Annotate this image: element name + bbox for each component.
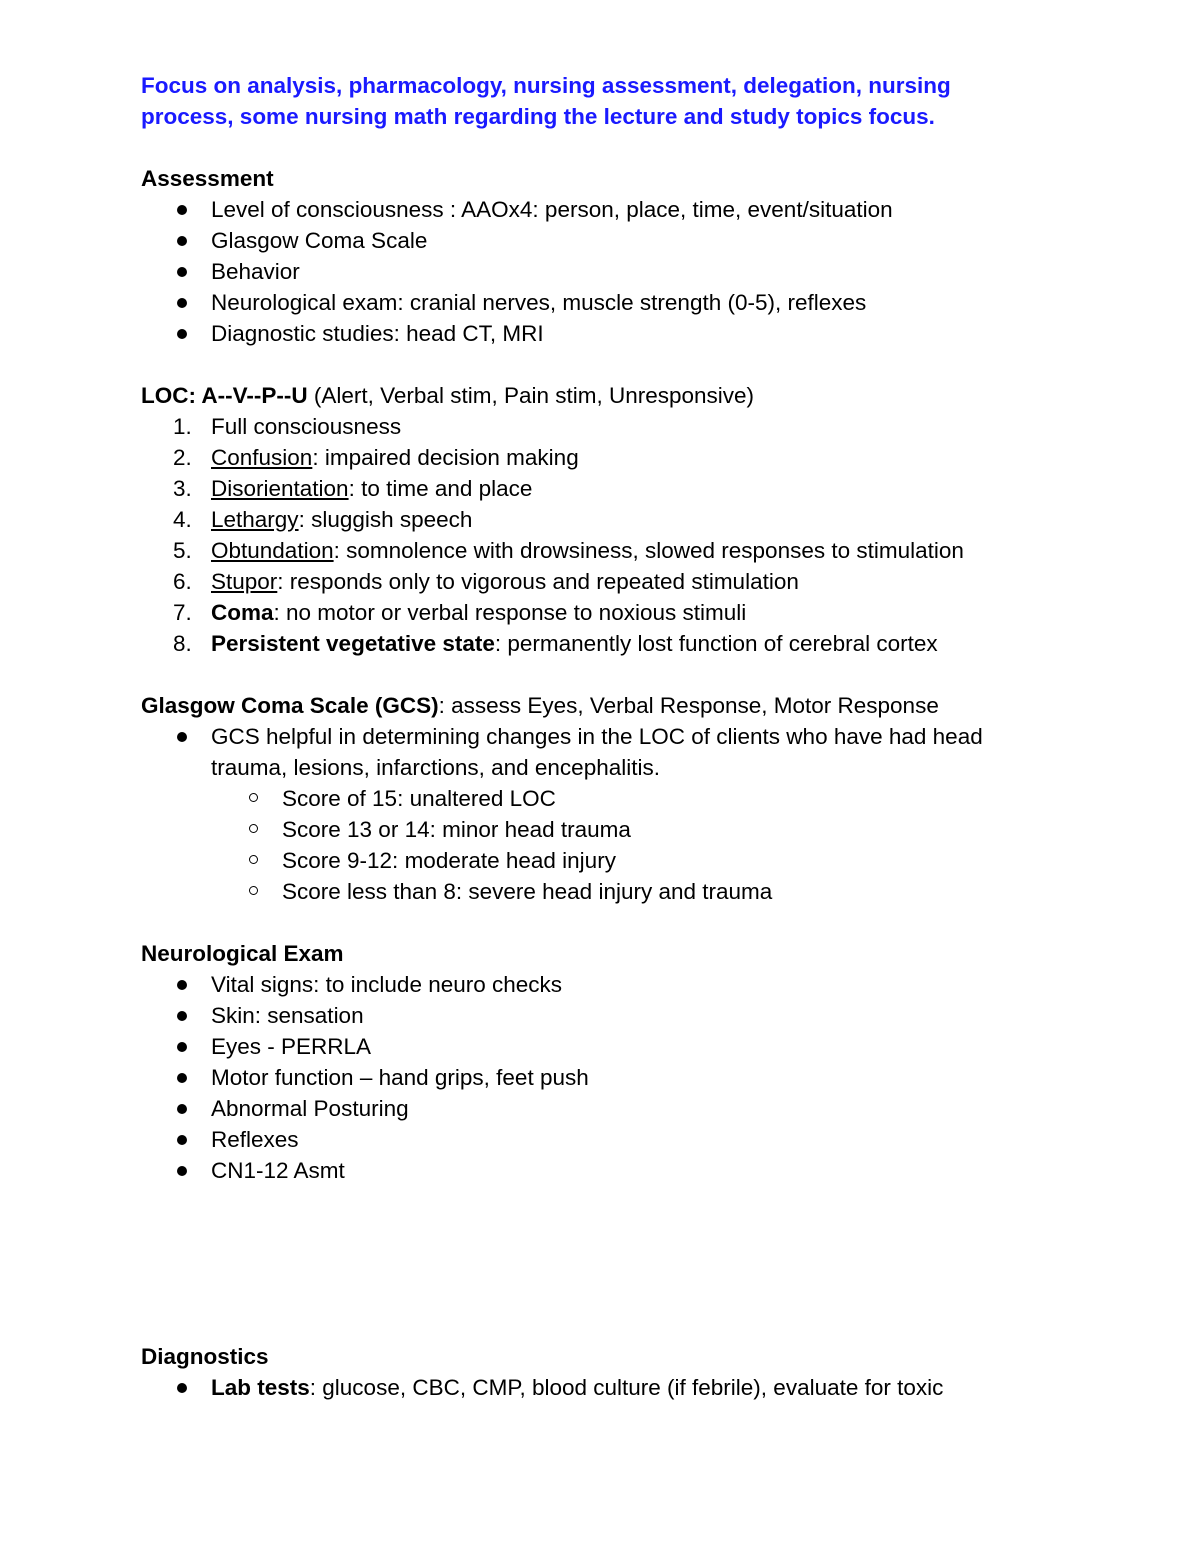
sub-list-item: Score of 15: unaltered LOC [141,783,1041,814]
bullet-icon [177,1011,187,1021]
focus-note-line-1: Focus on analysis, pharmacology, nursing assessment, delegation, nursing [141,73,951,98]
circle-bullet-icon [249,855,258,864]
list-item: Diagnostic studies: head CT, MRI [141,318,1041,349]
list-item: GCS helpful in determining changes in the LOC of clients who have had head [141,721,1041,752]
list-item: 3. Disorientation: to time and place [173,476,533,501]
list-item: Level of consciousness : AAOx4: person, place, time, event/situation [141,194,1041,225]
circle-bullet-icon [249,793,258,802]
list-item: CN1-12 Asmt [141,1155,1041,1186]
assessment-heading: Assessment [141,166,274,191]
list-item: 1. Full consciousness [173,414,402,439]
gcs-heading: Glasgow Coma Scale (GCS): assess Eyes, Verbal Response, Motor Response [141,693,939,718]
bullet-icon [177,732,187,742]
neuro-exam-heading: Neurological Exam [141,941,344,966]
bullet-icon [177,205,187,215]
bullet-icon [177,1135,187,1145]
bullet-icon [177,1104,187,1114]
bullet-icon [177,1073,187,1083]
circle-bullet-icon [249,824,258,833]
list-item: Vital signs: to include neuro checks [141,969,1041,1000]
list-item: Abnormal Posturing [141,1093,1041,1124]
sub-list-item: Score 13 or 14: minor head trauma [141,814,1041,845]
sub-list-item: Score less than 8: severe head injury and trauma [141,876,1041,907]
list-item: 2. Confusion: impaired decision making [173,445,579,470]
bullet-icon [177,1166,187,1176]
list-item: 7. Coma: no motor or verbal response to noxious stimuli [173,600,747,625]
bullet-icon [177,298,187,308]
loc-heading: LOC: A--V--P--U (Alert, Verbal stim, Pain stim, Unresponsive) [141,383,755,408]
focus-note-line-2: process, some nursing math regarding the lecture and study topics focus. [141,104,935,129]
list-item: Behavior [141,256,1041,287]
list-item: 4. Lethargy: sluggish speech [173,507,473,532]
list-item-continuation: trauma, lesions, infarctions, and encephalitis. [211,755,660,780]
list-item: 5. Obtundation: somnolence with drowsiness, slowed responses to stimulation [173,538,964,563]
list-item: Reflexes [141,1124,1041,1155]
list-item: 6. Stupor: responds only to vigorous and repeated stimulation [173,569,799,594]
bullet-icon [177,329,187,339]
list-item: Eyes - PERRLA [141,1031,1041,1062]
list-item: Neurological exam: cranial nerves, muscle strength (0-5), reflexes [141,287,1041,318]
circle-bullet-icon [249,886,258,895]
list-item: 8. Persistent vegetative state: permanently lost function of cerebral cortex [173,631,938,656]
bullet-icon [177,1042,187,1052]
bullet-icon [177,236,187,246]
bullet-icon [177,1383,187,1393]
list-item: Lab tests: glucose, CBC, CMP, blood culture (if febrile), evaluate for toxic [141,1372,1041,1403]
bullet-icon [177,267,187,277]
document-page [141,70,1041,1403]
sub-list-item: Score 9-12: moderate head injury [141,845,1041,876]
list-item: Glasgow Coma Scale [141,225,1041,256]
bullet-icon [177,980,187,990]
diagnostics-heading: Diagnostics [141,1344,269,1369]
list-item: Motor function – hand grips, feet push [141,1062,1041,1093]
list-item: Skin: sensation [141,1000,1041,1031]
